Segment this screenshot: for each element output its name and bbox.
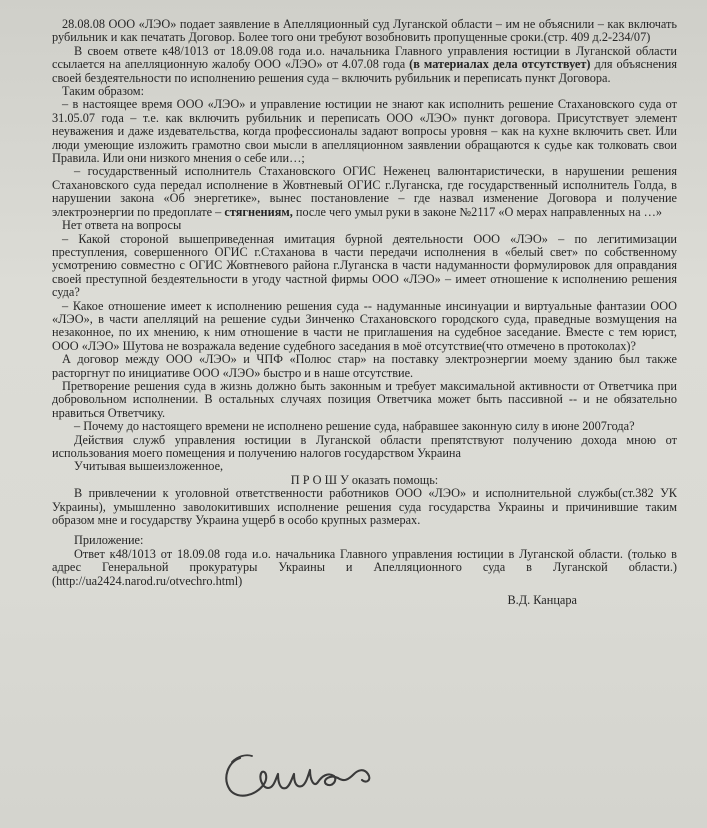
attachment-title: Приложение: [74,533,144,548]
paragraph-8: – Какое отношение имеет к исполнению решения суда -- надуманные инсинуации и виртуальные фантазии ООО «ЛЭО», в части апелляций на решение судьи Зинченко Стахановского городского суда, праведные возмущения на незаконное, по их мнению, к ним отношение в части не приглашения на судебное заседание. Вместе с тем юрист, ООО «ЛЭО» Шутова не возражала ведение судебного заседания в моё отсутствие(что отмечено в протоколах)? [52,298,677,353]
paragraph-2 [52,45,677,85]
paragraph-3: Таким образом: [62,84,144,99]
paragraph-11: – Почему до настоящего времени не исполнено решение суда, набравшее законную силу в июне 2007года? [74,419,635,434]
paragraph-2-bold: (в материалах дела отсутствует) [409,57,591,72]
request-heading: П Р О Ш У оказать помощь: [290,472,439,487]
paragraph-5-text: – государственный исполнитель Стахановского ОГИС Неженец валюнтаристически, в нарушении решения Стахановского суда передал исполнение в Жовтневый ОГИС г.Луганска, где государственный исполнитель Голда, в нарушении закона «Об энергетике», вынес постановление – где назвал изменение Договора и получение электроэнергии по предоплате – [52,164,677,219]
attachment-description: Ответ к48/1013 от 18.09.08 года и.о. начальника Главного управления юстиции в Луганской области. (только в адрес Генеральной прокуратуры Украины и Апелляционного суда в Луганской области.) [52,546,677,575]
paragraph-2-text: В своем ответе к48/1013 от 18.09.08 года и.о. начальника Главного управления юстиции в Луганской области ссылается на апелляционную жалобу ООО «ЛЭО» от 4.07.08 года [52,43,677,72]
paragraph-2-text-end: для объяснения своей бездеятельности по исполнению решения суда – включить рубильник и переписать пункт Договора. [52,57,677,85]
paragraph-13: Учитывая вышеизложенное, [74,459,224,474]
author-name: В.Д. Канцара [507,593,577,608]
attachment-link[interactable]: (http://ua2424.narod.ru/otvechro.html) [52,573,243,588]
paragraph-15: В привлечении к уголовной ответственности работников ООО «ЛЭО» и исполнительной службы(ст.382 УК Украины), умышленно заволокитивших исполнение решения суда государства Украины и причинившие таким образом мне и государству Украина ущерб в особо крупных размерах. [52,486,677,528]
paragraph-5-text-end: после чего умыл руки в законе №2117 «О мерах направленных на …» [295,204,663,219]
paragraph-6: Нет ответа на вопросы [62,218,182,233]
paragraph-4: – в настоящее время ООО «ЛЭО» и управление юстиции не знают как исполнить решение Стахановского суда от 31.05.07 года – т.е. как включить рубильник и переписать ООО «ЛЭО» пункт договора. Присутствует элемент неуважения и даже издевательства, когда профессионалы задают вопросы уровня – как на кухне включить свет. Или люди умеющие изложить грамотно свои мысли в апелляционном заявлении обращаются к судье как толковать свои Правила. Или они низкого мнения о себе или…; [52,97,677,166]
paragraph-5-bold: стягнениям, [224,204,293,219]
paragraph-7: – Какой стороной вышеприведенная имитация бурной деятельности ООО «ЛЭО» – по легитимизации преступления, совершенного ОГИС г.Стаханова в части передачи исполнения в «белый свет» по собственному усмотрению совместно с ОГИС Жовтневого района г.Луганска в части надуманности формулировок для оправдания своей преступной бездеятельности в угоду частной фирмы ООО «ЛЭО» – имеет отношение к исполнению решения суда? [52,231,677,300]
paragraph-10: Претворение решения суда в жизнь должно быть законным и требует максимальной активности от Ответчика при добровольном исполнении. В остальных случаях позиция Ответчика может быть пассивной -- и не обязательно нравиться Ответчику. [52,378,677,420]
paragraph-1: 28.08.08 ООО «ЛЭО» подает заявление в Апелляционный суд Луганской области – им не объяснили – как включать рубильник и как печатать Договор. Более того они требуют возобновить пропущенные сроки.(стр. 409 д.2-234/07) [52,17,677,45]
handwritten-signature [218,740,388,804]
attachment-text [52,548,677,588]
paragraph-9: А договор между ООО «ЛЭО» и ЧПФ «Полюс стар» на поставку электроэнергии моему зданию был также расторгнут по инициативе ООО «ЛЭО» быстро и в наше отсутствие. [52,352,677,380]
paragraph-12: Действия служб управления юстиции в Луганской области препятствуют получению дохода мною от использования моего помещения и получению налогов государством Украина [52,432,677,460]
paragraph-5 [52,165,677,219]
